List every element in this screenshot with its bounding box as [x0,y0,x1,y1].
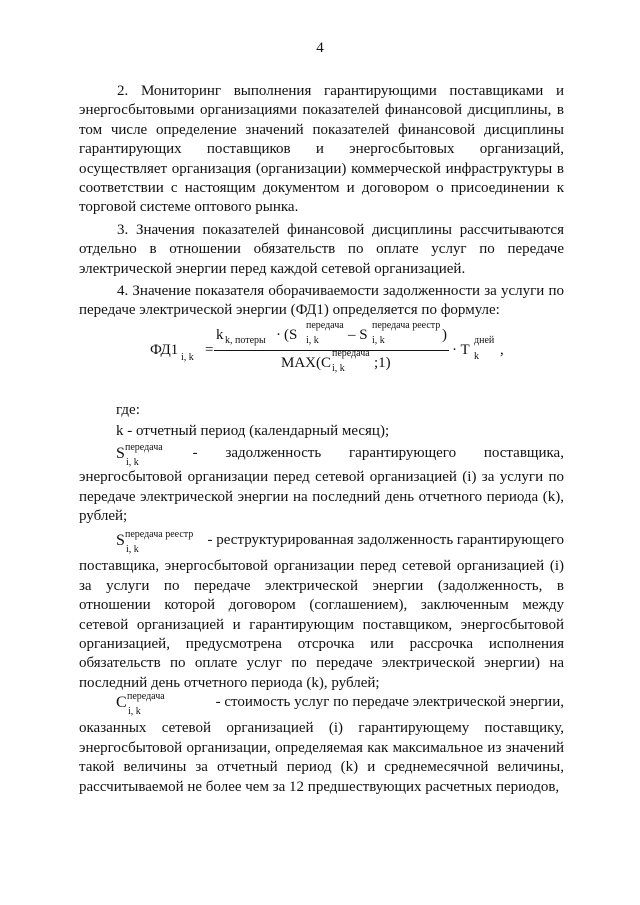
formula-den-sub: i, k [332,363,345,374]
def-sr [79,531,564,693]
def-sr-text: поставщика, энергосбытовой организации перед сетевой организацией (i) за услуги по передаче электрической энергии (задолженность, в отношении которой договором (соглашением), заключенным между сетевой организацией и гарантирующим поставщиком, энергосбытовой организацией, предусмотрена отсрочка или рассрочка исполнения обязательств по оплате услуг по передаче электрической энергии) на последний день отчетного периода (k), рублей; [79,558,564,691]
def-c-text: оказанных сетевой организацией (i) гарантирующему поставщику, энергосбытовой организации, определяемая как максимальное из значений такой величины за отчетный период (k) и среднемесячной величины, рассчитываемой не более чем за 12 предшествующих расчетных периодов, [79,720,564,795]
formula-t-sub: k [474,351,479,362]
body-text [79,82,564,321]
symbol-s-sub: i, k [126,457,139,468]
formula-dot: · [276,327,281,343]
symbol-s-restr: S передача реестр i, k [116,531,206,551]
symbol-s: S передача i, k [116,444,125,464]
def-s-text: энергосбытовой организации перед сетевой организацией (i) за услуги по передаче электрической энергии на последний день отчетного периода (k), рублей; [79,469,564,525]
formula-close: ) [442,327,447,343]
formula-minus: – S [348,327,368,343]
symbol-c-sub: i, k [128,706,141,717]
paragraph-4: 4. Значение показателя оборачиваемости задолженности за услуги по передаче электрической энергии (ФД1) определяется по формуле: [79,283,564,319]
formula-s2-sub: i, k [372,335,385,346]
formula-t-sup: дней [474,335,495,346]
def-c [79,693,564,797]
formula-comma: , [500,342,504,358]
formula-fd1 [150,320,550,387]
symbol-s-sup: передача [125,442,163,453]
def-s [79,444,564,527]
formula-den-sup: передача [332,348,370,359]
formula-s1-sup: передача [306,320,344,331]
formula-k: k [216,327,224,343]
formula-k-sub: k, потеры [225,335,266,346]
def-c-first-line: C передача i, k - стоимость услуг по передаче электрической энергии, [79,693,564,713]
symbol-c: C передача i, k [116,693,171,713]
formula-t: · T [452,342,470,358]
formula-lhs-sub: i, k [181,352,194,363]
def-s-first-line: S передача i, k - задолженность гарантирующего поставщика, [79,444,564,464]
def-k: k - отчетный период (календарный месяц); [116,423,390,439]
page-number: 4 [316,40,324,56]
formula-den-max: MAX(C [281,355,332,371]
symbol-sr-sub: i, k [126,544,139,555]
formula-open: (S [284,327,298,343]
symbol-sr-sup: передача реестр [125,529,194,540]
formula-equals: = [205,342,214,358]
def-sr-first-line: S передача реестр i, k - реструктурированная задолженность гарантирующего [79,531,564,551]
formula-lhs: ФД1 [150,342,179,358]
where-label: где: [116,402,140,418]
paragraph-3: 3. Значения показателей финансовой дисциплины рассчитываются отдельно в отношении обязательств по оплате услуг по передаче электрической энергии перед каждой сетевой организацией. [79,221,564,277]
symbol-c-sup: передача [127,691,165,702]
formula-den-tail: ;1) [374,355,391,371]
paragraph-2: 2. Мониторинг выполнения гарантирующими поставщиками и энергосбытовыми организациями показателей финансовой дисциплины, в том числе определение значений показателей финансовой дисциплины гарантирующих поставщиков и энергосбытовых организаций, осуществляет организация (организации) коммерческой инфраструктуры в соответствии с настоящим документом и договором о присоединении к торговой системе оптового рынка. [79,83,564,216]
formula-s1-sub: i, k [306,335,319,346]
formula-s2-sup: передача реестр [372,320,441,331]
